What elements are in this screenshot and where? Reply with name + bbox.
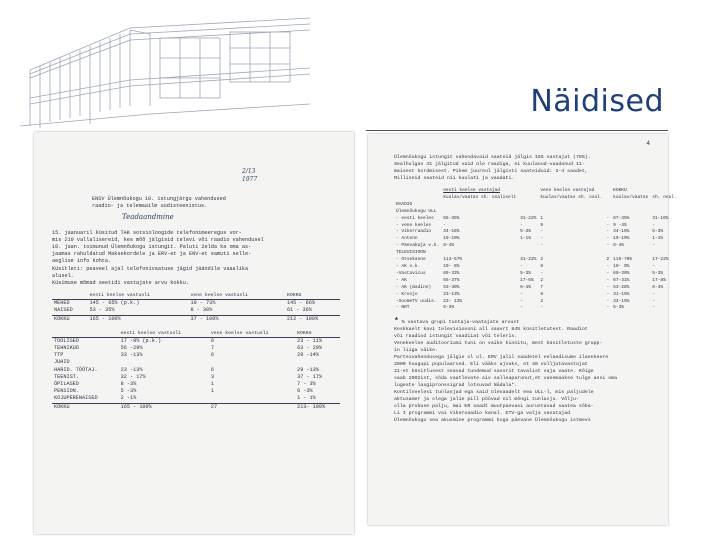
table-cell: KOJUPERENAISED [54,395,98,402]
table-cell: - [652,222,655,228]
table-subheader: sh. osal. [652,194,677,200]
table-cell [611,209,650,216]
table-cell: - [520,298,523,304]
table-subheader: kuulas/vaatas sh. osaliselt [443,194,517,200]
table-cell: 53 - 35% [89,307,115,314]
table-row [394,271,679,278]
table-row [52,367,340,374]
table-cell: 165 - 100% [88,315,189,323]
table-row [52,359,340,366]
survey-description [52,230,340,288]
paragraph-line: lugeste lasgipronssigrad lotsuvad Nädala*. [394,383,518,389]
table-cell: 5 -3% [120,388,137,395]
table-cell: 8 -3% [120,381,137,388]
table-cell: - [606,229,610,235]
table-subheader [394,195,441,202]
table-cell: 7 [540,284,544,290]
table-cell: 7 [210,345,215,352]
table-header [604,188,611,195]
asterisk-marker: * [394,317,399,327]
paragraph-line: 15. jaanuaril küsitud TAK sotsioloogide telefonimeeregus vor- [52,229,242,236]
table-row [52,300,340,308]
table-cell: 32 - 17% [120,373,146,380]
table-cell: 67-31% [613,277,630,283]
table-cell: 5-3% [613,305,624,311]
date-line: 2/13 [242,168,256,175]
table-cell: 63 - 29% [297,345,323,352]
paragraph-line: Kontilovelesi tunlasjad ega said ülevaadelt eea ULL-l, mis paljudele [394,390,594,396]
table-cell: 6 [209,337,295,345]
table-cell: 56 -29% [120,345,143,352]
paragraph-line: 10. jaan. toimunud Ülemnõukogu istungit. Paluti 2elda ka oma as- [52,244,252,251]
table-cell: 17-22% [652,257,669,263]
table-cell: 145 - 65% (p.k.) [88,300,189,308]
paragraph-line: aeglise info kohta. [52,258,112,265]
table-cell: MEHED [52,300,88,308]
table-cell: - [606,298,610,304]
table-cell: - [652,291,655,297]
table-cell: JUHID [54,359,70,366]
table-cell: 6-4% [652,284,664,290]
table-cell: 212 - 100% [285,315,340,323]
table-cell: 165 - 100% [119,403,209,411]
table-cell [538,202,604,209]
table-cell: 23- 13% [443,298,463,304]
table-row [394,278,679,285]
paragraph-line: Parteivahendusega jälgis ol ul. ERV jalil saadetel eelaedisume ilaenkeere [394,355,609,361]
occupation-table [52,331,340,411]
table-cell: 61 - 36% [286,307,312,314]
table-cell: KOKKU [52,315,88,323]
table-cell: 27 [209,403,295,411]
table-header: eesti keelse vastusli [120,330,182,336]
table-cell: 29 -14% [297,352,319,359]
table-cell: - [652,298,655,304]
table-row [394,250,679,257]
table-cell: - vene keeles [396,222,432,228]
table-cell: NAISED [54,307,73,314]
table-cell: - [606,277,610,283]
table-cell: 9 -4% [613,222,627,228]
table-cell [518,209,538,216]
table-cell: 115-70% [613,257,633,263]
table-header [650,188,678,195]
table-cell: 10- 6% [443,263,460,269]
table-cell: 1 [210,388,215,395]
table-cell: 6-4% [520,284,531,290]
table-cell: TTP [54,352,64,359]
table-cell: - [652,305,655,311]
table-cell: - eesti keeles [396,215,434,221]
table-cell: - [520,305,523,311]
paragraph-line: 2000 huugupi populaarsed. Eli vääks ajvaks, et 40 vulljutavastajat [394,362,588,368]
table-cell: - [606,236,610,242]
slide-title: Näidised [530,84,664,119]
table-cell: - [606,243,610,249]
table-cell [604,202,611,209]
media-audience-table [394,188,679,312]
table-row [52,315,340,323]
table-cell: 5-3% [652,229,664,235]
heading-line: ENSV Ülemnõukogu 10. istungjärgu vahendused [92,196,226,202]
table-cell: - [606,291,610,297]
table-row [394,243,679,250]
table-cell: 5-3% [443,305,455,311]
paragraph-line: maisest kordmisest. Pikem juureul jälgisti saateiduid: 3-4 saadet, [394,169,588,174]
table-row [394,299,679,306]
table-cell: -SoomeTV uudis. [396,298,437,304]
table-row [394,285,679,292]
table-subheader [604,195,611,202]
table-cell: - Vikerraadio [396,229,432,235]
table-cell: 2 [540,298,544,304]
table-subheader [518,195,538,202]
table-header: eesti keelse vastusli [89,293,150,299]
table-cell: - [606,215,610,221]
page-number: 4 [646,140,650,147]
table-row [52,374,340,381]
table-cell: 31-16% [652,215,669,221]
table-cell: 19 - 73% [188,300,284,308]
table-cell: ÕPILASED [54,381,79,388]
gender-table [52,293,340,323]
table-cell: - Kroojo [396,291,418,297]
table-row [394,264,679,271]
table-header: eesti keelse vastajad [443,188,500,193]
table-cell [604,209,611,216]
table-cell: - [606,270,610,276]
footnote-text: % vastava grupi tuntaja-vaatajate arvust [401,320,520,326]
table-cell: PENSION. [54,388,79,395]
table-cell: HARID. TÖÖTAJ. [54,366,98,373]
table-cell: 113-57% [443,257,463,263]
table-cell: - NRT [396,305,410,311]
table-cell [650,209,678,216]
table-cell: 23 - 11% [295,337,340,345]
table-cell: 34-16% [443,229,460,235]
table-header: vene keelse vastusli [190,293,249,299]
table-cell: Ülemnõukogu ULL [396,208,437,214]
table-cell: 60-30% [613,270,630,276]
table-cell [518,243,538,250]
handwritten-date [242,168,340,184]
paragraph-line: Milliseid saateid nii kuulati ja vaadati. [394,176,515,181]
table-cell: - Otsekanne [396,257,426,263]
table-cell [611,202,650,209]
table-row [394,209,679,216]
table-cell: - [520,222,523,228]
table-header: vene keelse vastajad [540,188,595,193]
table-row [394,223,679,230]
table-cell: 2 [540,257,544,263]
body-paragraph [394,326,658,424]
table-cell: - [540,236,544,242]
table-cell: - Päevakaja v.k. [396,243,440,249]
paragraph-line: alusel. [52,272,74,279]
paragraph-line: Ülemnõukogu istungit vahendavaid saateid jälgis 165 vastajat (78%). [394,155,591,160]
table-cell [650,202,678,209]
table-subheader: kuulas/vaatas [613,194,649,200]
table-header [518,188,538,195]
table-cell [209,395,295,403]
table-cell: 37 - 100% [188,315,284,323]
paragraph-line: 21-et küsitlusest seavad tundemud sassrit tavalist saja vaate. Kõige [394,369,594,375]
table-cell: 23-13% [443,291,460,297]
table-cell [295,359,340,366]
table-row [52,388,340,395]
table-cell: - [606,222,610,228]
table-cell: - AK v.k. [396,263,421,269]
paragraph-line: Venekeelne auditooriumi tuni on vaike kinnitu, mest küsitletuste grupp- [394,341,603,347]
table-cell: - [520,263,523,269]
table-row [394,257,679,264]
paragraph-line: in liiga väike. [394,348,439,354]
table-cell [441,209,518,216]
table-cell: - [540,229,544,235]
table-cell: 17 -9% (p.k.) [119,337,209,345]
table-body [394,202,679,313]
table-cell: 8 [540,291,544,297]
table-cell: - [606,284,610,290]
table-row [394,216,679,223]
table-cell [538,250,604,257]
table-cell: 19-10% [613,236,630,242]
document-scan-left [34,132,354,534]
paragraph-line: Sealhulgas 41 jälgitud vaid üle raadiga, ei kuulanud-vaadanud 11- [394,162,585,167]
table-row [52,352,340,359]
table-cell: 6 [210,366,215,373]
table-cell: 33-15% [613,298,630,304]
table-row [394,305,679,312]
table-cell [538,209,604,216]
table-cell: 37 - 17% [297,373,323,380]
table-cell: - [540,243,544,249]
table-cell: 8-4% [613,243,624,249]
table-header: KOKKU [286,293,302,299]
table-cell: RAADIO [396,201,413,207]
table-cell: 23 -13% [120,366,143,373]
table-cell: 6 [210,352,215,359]
table-cell: KOKKU [52,403,119,411]
table-cell: - [606,263,610,269]
table-subheader: kuulas/vaatas sh. osal. [540,194,603,200]
table-cell: 1 - 1% [297,395,316,402]
table-row [394,202,679,209]
table-cell: 8 - 30% [190,307,213,314]
table-cell: 65-37% [443,277,460,283]
table-cell: 34-16% [613,229,630,235]
table-row [52,381,340,388]
table-cell: - [652,263,655,269]
paragraph-line: Küsitleti: peaveel ajal telefonivaatuse jägid jäändile vaaalika [52,265,249,272]
table-cell: 5-3% [520,270,531,276]
table-cell: - [652,243,655,249]
table-cell: 19-10% [443,236,460,242]
table-row [52,403,340,411]
table-cell: 9 [540,222,544,228]
table-cell: 31-22% [520,257,537,263]
table-cell: - Antenn [396,236,418,242]
heading-line: raadio- ja telemaailm uudisteenistus. [92,203,208,210]
table-cell: 7 - 3% [297,381,316,388]
table-cell: 3 [210,373,215,380]
table-cell: 1 [540,215,544,221]
table-cell: 31-15% [613,291,630,297]
table-header: vene keelse vastusli [210,330,269,336]
table-cell: 60-33% [443,270,460,276]
table-cell: TÖÖLISED [52,337,119,345]
table-header [394,188,441,195]
table-cell: 33 -13% [120,352,143,359]
table-cell: TELEVISIOON [396,250,426,256]
table-cell: 6 -3% [297,388,313,395]
table-cell: - [540,270,544,276]
paragraph-line: või raadiod istungit vaadiiat või teleris. [394,334,518,340]
table-cell [441,202,518,209]
table-cell: 8-4% [443,243,455,249]
table-cell: 19- 9% [613,263,630,269]
table-cell: TEHNIKUD [54,345,79,352]
paragraph-line: Küsimuse mõmad seetidi vastajate arvu kokku. [52,280,189,287]
table-row [52,337,340,345]
table-cell: - [443,222,446,228]
table-cell: 53-28% [613,284,630,290]
paragraph-line: aktusamer ja olega jalie pill pöövad nil mõngi tunlasju. Võlju- [394,397,579,403]
document-heading [92,196,340,210]
table-row [52,345,340,352]
table-row [52,395,340,403]
table-cell: 213- 100% [295,403,340,411]
table-cell: 31-22% [520,215,537,221]
table-cell: 2 [540,277,544,283]
table-cell: 145 - 66% [285,300,340,308]
handwritten-signature: Teadaandmine [122,213,174,222]
table-cell: 53-30% [443,284,460,290]
table-header: KOKKU [613,188,627,193]
table-cell: 17-6% [520,277,534,283]
footnote [394,318,658,326]
table-cell [518,202,538,209]
paragraph-line: jaamas rahuldatud Maksekordele ja ERV-et ja ENV-et samuti selle- [52,251,252,258]
paragraph-line: Ülemnõukogu sea akusmine programmi kogu päevane Ülemnõukogu istmevs [394,418,591,424]
document-scan-right [368,134,677,525]
table-cell: 2 [606,257,610,263]
table-cell: 2 -1% [120,395,137,402]
table-cell: 1 [210,381,215,388]
paragraph-line: Keskkaelt kavi televisioooni all saavrt 84% küsitletutest. Raadiot [394,327,588,333]
table-header: KOKKU [297,330,312,336]
table-cell: 29 -13% [297,366,319,373]
intro-paragraph [394,154,658,182]
title-divider [366,130,668,131]
table-cell: - [606,305,610,311]
date-line: 1977 [242,176,258,183]
table-row [52,307,340,315]
paragraph-line: olla probuse palju, mai ER saadt muutpaevasi aurustavad saatea sõba- [394,404,594,410]
table-cell: 17-8% [652,277,666,283]
table-cell: - AK (madine) [396,284,432,290]
table-cell: 8 [540,263,544,269]
building-sketch-illustration [10,8,310,128]
table-cell: 5-3% [652,270,664,276]
table-cell: - AK [396,277,407,283]
table-cell: 1-1% [652,236,664,242]
paragraph-line: Li I programmi vai Vikeroaadio kanal. ETV-ga valja vasatajad [394,411,571,417]
table-cell: 1-1% [520,236,531,242]
table-cell: 67-35% [613,215,630,221]
paragraph-line: mis 210 vallalisereid, kes mõõ jälgisid televi või raadio vahendusel [52,236,264,243]
table-row [394,229,679,236]
table-cell [119,359,209,366]
table-cell: TEENIST. [54,373,79,380]
table-cell: 65-35% [443,215,460,221]
table-cell: - [520,291,523,297]
table-cell [209,359,295,366]
table-cell: - [540,305,544,311]
table-row [394,292,679,299]
table-cell: 5-3% [520,229,531,235]
paragraph-line: saab 2002ist, sõda vaatlevate aiv salleaparunut,et vanemaakse tulge ansi oma [394,376,618,382]
table-cell: -Vastavicus [396,270,426,276]
